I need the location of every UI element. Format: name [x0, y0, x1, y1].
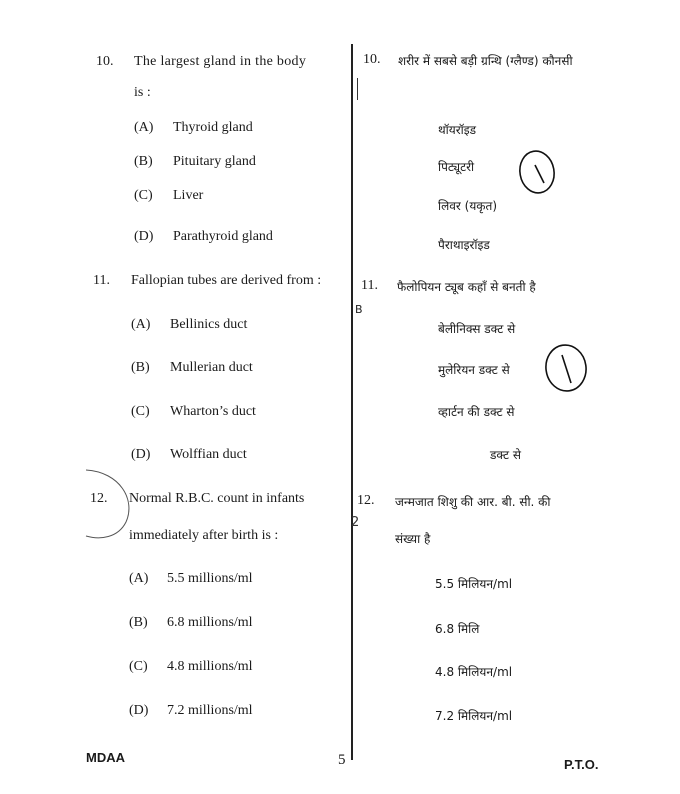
q11-answer-tick — [562, 355, 571, 383]
q12-option-d-text: 7.2 millions/ml — [167, 703, 253, 718]
q10-option-b-text: Pituitary gland — [173, 154, 256, 169]
q11-hindi-option-d: डक्ट से — [490, 448, 521, 462]
q10-option-c-text: Liver — [173, 188, 204, 203]
q12-option-a-label: (A) — [129, 571, 149, 586]
q10-option-a-text: Thyroid gland — [173, 120, 253, 135]
q12-pencil-arc — [86, 470, 129, 538]
q10-option-d-text: Parathyroid gland — [173, 229, 273, 244]
q12-option-d-label: (D) — [129, 703, 149, 718]
q12-option-c-label: (C) — [129, 659, 148, 674]
q10-hindi-text: शरीर में सबसे बड़ी ग्रन्थि (ग्लैण्ड) कौनसी — [398, 54, 573, 68]
q11-hindi-text: फैलोपियन ट्यूब कहाँ से बनती है — [397, 280, 536, 294]
q10-hindi-option-b: पिट्यूटरी — [438, 160, 475, 174]
q12-option-a-text: 5.5 millions/ml — [167, 571, 253, 586]
q12-number: 12. — [90, 491, 108, 506]
q12-hindi-option-b: 6.8 मिलि — [435, 622, 480, 636]
q10-number: 10. — [96, 54, 114, 69]
q10-hindi-option-c: लिवर (यकृत) — [438, 199, 498, 213]
q12-text-line2: immediately after birth is : — [129, 528, 279, 543]
q11-hindi-option-b: मुलेरियन डक्ट से — [438, 363, 510, 377]
q11-option-c-label: (C) — [131, 404, 150, 419]
q12-hindi-option-c: 4.8 मिलियन/ml — [435, 665, 513, 679]
q10-option-b-label: (B) — [134, 154, 153, 169]
q11-hindi-number: 11. — [361, 278, 378, 293]
q11-option-d-label: (D) — [131, 447, 151, 462]
q12-handwritten-answer: 2 — [351, 515, 360, 530]
q10-answer-tick — [535, 165, 544, 183]
q11-option-c-text: Wharton’s duct — [170, 404, 256, 419]
q12-hindi-text-line1: जन्मजात शिशु की आर. बी. सी. की — [395, 495, 551, 509]
q11-option-d-text: Wolffian duct — [170, 447, 247, 462]
q12-hindi-option-a: 5.5 मिलियन/ml — [435, 577, 513, 591]
q12-hindi-option-d: 7.2 मिलियन/ml — [435, 709, 513, 723]
footer-page-number: 5 — [338, 752, 346, 768]
q11-option-a-label: (A) — [131, 317, 151, 332]
footer-pto: P.T.O. — [564, 757, 599, 772]
q10-text-line1: The largest gland in the body — [134, 54, 307, 69]
q10-hindi-option-a: थॉयरॉइड — [438, 123, 477, 137]
q10-text-line2: is : — [134, 85, 151, 100]
q10-hindi-number: 10. — [363, 52, 381, 67]
footer-paper-code: MDAA — [86, 750, 125, 765]
q10-option-d-label: (D) — [134, 229, 154, 244]
q11-hindi-option-c: व्हार्टन की डक्ट से — [438, 405, 515, 419]
q10-answer-circle — [517, 148, 558, 195]
q12-hindi-number: 12. — [357, 493, 375, 508]
q11-option-a-text: Bellinics duct — [170, 317, 248, 332]
q11-option-b-text: Mullerian duct — [170, 360, 253, 375]
q11-hindi-option-a: बेलीनिक्स डक्ट से — [438, 322, 516, 336]
q12-option-b-text: 6.8 millions/ml — [167, 615, 253, 630]
q10-option-a-label: (A) — [134, 120, 154, 135]
q12-option-b-label: (B) — [129, 615, 148, 630]
q11-handwritten-answer: B — [355, 303, 363, 316]
q12-option-c-text: 4.8 millions/ml — [167, 659, 253, 674]
q11-number: 11. — [93, 273, 110, 288]
q12-hindi-text-line2: संख्या है — [395, 532, 431, 546]
q11-option-b-label: (B) — [131, 360, 150, 375]
q10-option-c-label: (C) — [134, 188, 153, 203]
q10-hindi-option-d: पैराथाइरॉइड — [438, 238, 490, 252]
q12-text-line1: Normal R.B.C. count in infants — [129, 491, 305, 506]
q11-text: Fallopian tubes are derived from : — [131, 273, 322, 288]
